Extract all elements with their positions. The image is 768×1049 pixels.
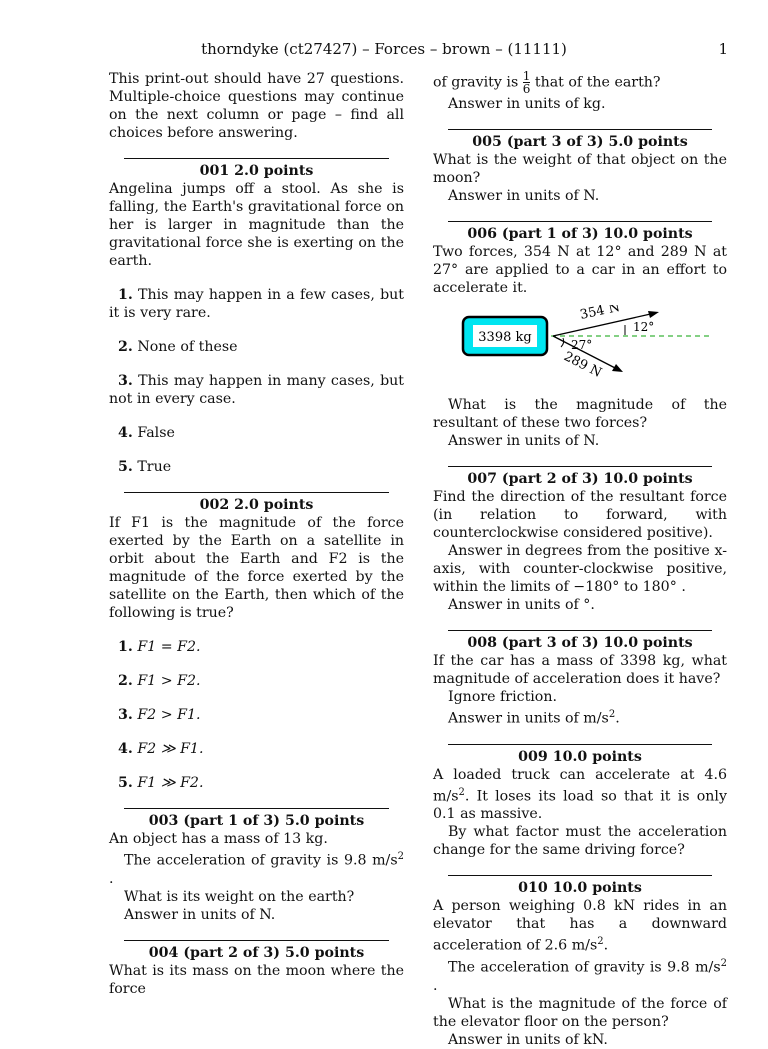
angle-2-label: 27°	[571, 338, 593, 352]
question-009-header: 009 10.0 points	[448, 744, 712, 766]
question-001-header: 001 2.0 points	[124, 158, 389, 180]
question-007-line-1: Find the direction of the resultant force (in relation to forward, with counterclockwise considered positive).	[433, 489, 727, 541]
question-010-line-2: The acceleration of gravity is 9.8 $m/s^2$ .	[433, 958, 727, 994]
question-001-text: Angelina jumps off a stool. As she is falling, the Earth's gravitational force on her is larger in magnitude than the gravitational force she is exerting on the earth.	[109, 181, 404, 269]
question-010-answer-units: Answer in units of kN.	[448, 1031, 608, 1048]
question-004-header: 004 (part 2 of 3) 5.0 points	[124, 940, 389, 962]
question-001-choice-5: 5. True	[118, 459, 172, 475]
force-2-label: 289 N	[561, 349, 604, 381]
question-002-choice-5: 5. F1 ≫ F2.	[118, 775, 204, 791]
force-2-arrowhead	[612, 364, 623, 372]
question-010-header: 010 10.0 points	[448, 875, 712, 897]
force-diagram	[459, 305, 727, 390]
question-001-choice-3: 3. This may happen in many cases, but not in every case.	[109, 373, 404, 407]
question-006-line-2: What is the magnitude of the resultant of these two forces?	[433, 397, 727, 431]
question-004-answer-units: Answer in units of kg.	[448, 96, 606, 112]
question-006-line-1: Two forces, 354 N at 12° and 289 N at 27° are applied to a car in an effort to accelerate it.	[433, 244, 727, 296]
angle-1-label: 12°	[633, 320, 655, 334]
question-002-choice-4: 4. F2 ≫ F1.	[118, 741, 204, 757]
question-003-line-1: An object has a mass of 13 kg.	[109, 831, 328, 847]
page-header	[0, 40, 768, 64]
question-002-choice-3: 3. F2 > F1.	[118, 707, 201, 723]
question-004-line-1: What is its mass on the moon where the force	[109, 962, 404, 997]
question-003-line-3: What is its weight on the earth?	[124, 888, 355, 905]
question-007-line-2: Answer in degrees from the positive x-axis, with counter-clockwise positive, within the limits of −180° to 180° .	[433, 543, 727, 595]
question-008-line-2: Ignore friction.	[448, 689, 557, 705]
question-004-line-2: of gravity is $\frac{1}{6}$ that of the earth?	[433, 69, 661, 96]
question-010-line-1: A person weighing 0.8 kN rides in an elevator that has a downward acceleration of 2.6 $m/s^2$.	[433, 898, 727, 955]
question-003-header: 003 (part 1 of 3) 5.0 points	[124, 808, 389, 830]
question-001-choice-4: 4. False	[118, 425, 175, 441]
force-1-arrowhead	[648, 311, 659, 318]
question-005-header: 005 (part 3 of 3) 5.0 points	[448, 129, 712, 151]
question-002-choice-1: 1. F1 = F2.	[118, 639, 201, 655]
question-001-choice-1: 1. This may happen in a few cases, but it is very rare.	[109, 287, 404, 321]
intro-text: This print-out should have 27 questions. Multiple-choice questions may continue on the next column or page – find all choices before answering.	[109, 71, 404, 141]
mass-label: 3398 kg	[478, 330, 532, 345]
question-006-header: 006 (part 1 of 3) 10.0 points	[448, 221, 712, 243]
question-005-line-1: What is the weight of that object on the moon?	[433, 152, 727, 186]
question-007-header: 007 (part 2 of 3) 10.0 points	[448, 466, 712, 488]
question-009-line-2: By what factor must the acceleration change for the same driving force?	[433, 824, 727, 859]
question-007-answer-units: Answer in units of °.	[448, 597, 595, 613]
question-002-text: If F1 is the magnitude of the force exerted by the Earth on a satellite in orbit about the Earth and F2 is the magnitude of the force exerted by the satellite on the Earth, then which of the following is true?	[109, 515, 404, 621]
question-006-answer-units: Answer in units of N.	[448, 433, 600, 449]
question-008-header: 008 (part 3 of 3) 10.0 points	[448, 630, 712, 652]
question-002-header: 002 2.0 points	[124, 492, 389, 514]
question-005-answer-units: Answer in units of N.	[448, 188, 600, 204]
fraction-one-sixth: $\frac{1}{6}$	[522, 69, 531, 96]
question-008-line-1: If the car has a mass of 3398 kg, what magnitude of acceleration does it have?	[433, 653, 727, 687]
question-010-line-3: What is the magnitude of the force of the elevator floor on the person?	[433, 995, 727, 1030]
question-009-line-1: A loaded truck can accelerate at 4.6 $m/s^2$. It loses its load so that it is only 0.1 as massive.	[433, 766, 727, 823]
left-column	[109, 70, 404, 998]
question-008-answer-units: Answer in units of $m/s^2$.	[448, 709, 620, 727]
angle-2-arc	[561, 338, 564, 347]
header-title: thorndyke (ct27427) – Forces – brown – (11111)	[201, 40, 567, 58]
question-001-choice-2: 2. None of these	[118, 339, 238, 355]
force-1-label: 354 N	[578, 305, 622, 323]
question-002-choice-2: 2. F1 > F2.	[118, 673, 201, 689]
question-003-line-2: The acceleration of gravity is 9.8 $m/s^2$ .	[109, 851, 404, 887]
question-003-answer-units: Answer in units of N.	[124, 906, 276, 923]
right-column	[433, 70, 727, 1049]
page-number: 1	[718, 40, 728, 58]
